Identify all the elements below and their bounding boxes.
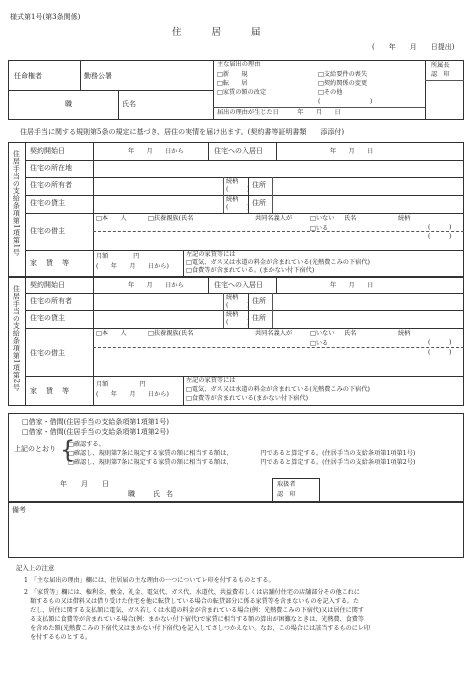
s1-rent-from[interactable]: ( 年 月 日から) — [96, 263, 169, 270]
reason-new[interactable]: □新 規 — [217, 71, 248, 78]
s2-tenant-label: 住宅の借主 — [30, 349, 65, 357]
s1-co-tenant: 共同名義人が — [255, 215, 293, 222]
reason-title: 主な届出の理由 — [217, 61, 261, 68]
section1-side-label: 住居手当の支給条項第1項第1号 — [12, 150, 21, 256]
note-2: 2 「家賃等」欄には、権利金、敷金、礼金、電気代、ガス代、水道代、共益費若しくは店舗付住宅の店舗部分その他これに 類するもの又は借料又は借り受けた住宅を他に転貸している場合の転貸部分に係る家賃等を含まないものを記入する。た だし、居住に関する支払額に電気、ガス若しくは水道の料金が含まれている場合(例：光熱費こみの下宿代)又は居住に関す る支払額に食費等が含まれている場合(例：まかない付下宿代)で家賃に相当する額の算出が困難なときは、光熱費、食費等 を含めた額(光熱費こみの下宿代又はまかない付下宿代)を記入してさしつかえない。なお、この場合には該当するものにレ印 を付するものとする。 — [24, 589, 371, 641]
s2-lender-address: 住所 — [252, 314, 266, 322]
brace-icon: { — [60, 436, 76, 464]
remarks-label: 備考 — [12, 506, 26, 514]
s1-lender-paren[interactable]: ( ) — [226, 204, 250, 211]
handler-seal-label: 認 印 — [277, 491, 296, 498]
s2-move-in-label: 住宅への入居日 — [214, 281, 263, 289]
s2-lender-relation: 続柄 — [226, 311, 239, 318]
s2-rent-label: 家賃等 — [30, 387, 78, 395]
s2-rent-monthly[interactable]: 月額 円 — [96, 381, 146, 388]
s2-owner-address: 住所 — [252, 297, 266, 305]
s1-move-in-label: 住宅への入居日 — [214, 147, 263, 155]
s2-lender-label: 住宅の貸主 — [30, 314, 65, 322]
reason-other[interactable]: □その他 — [318, 89, 343, 96]
reason-move[interactable]: □転 居 — [217, 80, 248, 87]
confirm-calc-1[interactable]: □確認し、規則第7条に規定する家賃の額に相当する額は、 円であると算定する。(住居手当の支給条項第1項第1号) — [68, 450, 416, 457]
reason-date[interactable]: 届出の理由が生じた日 年 月 日 — [217, 109, 341, 116]
s2-co-name: 氏名 — [344, 330, 357, 337]
s1-contract-start-date[interactable]: 年 月 日から — [128, 148, 184, 155]
lease-type-1[interactable]: □借家・借間(住居手当の支給条項第1項第1号) — [22, 418, 169, 426]
s2-contract-start-label: 契約開始日 — [30, 281, 65, 289]
s2-co-paren2[interactable]: ( ) — [428, 349, 452, 356]
s1-tenant-dependent[interactable]: □扶養親族(氏名 — [148, 215, 194, 222]
position-label: 職 — [65, 100, 72, 108]
s2-co-none[interactable]: □いない — [310, 330, 335, 337]
confirm-name: 氏名 — [153, 490, 179, 498]
name-label: 氏名 — [122, 100, 136, 108]
reason-other-paren[interactable]: ( ) — [318, 98, 373, 105]
handler-label: 取扱者 — [277, 481, 296, 488]
s2-tenant-dependent[interactable]: □扶養親族(氏名 — [148, 330, 194, 337]
s1-co-relation: 続柄 — [398, 215, 411, 222]
s1-co-none[interactable]: □いない — [310, 215, 335, 222]
note-1: 1 「主な届出の理由」欄には、住居届の主な理由の一つについてレ印を付するものとする。 — [24, 577, 275, 584]
s2-meal-check[interactable]: □食費等が含まれている(まかない付下宿代) — [186, 395, 309, 402]
s1-co-paren2[interactable]: ( ) — [428, 233, 452, 240]
reason-contract-change[interactable]: □契約関係の変更 — [318, 80, 368, 87]
s2-owner-label: 住宅の所有者 — [30, 297, 72, 305]
dept-seal-label: 認 印 — [431, 71, 450, 78]
s2-co-tenant: 共同名義人が — [255, 330, 293, 337]
confirmation-box — [8, 413, 464, 502]
s1-co-paren1[interactable]: ( ) — [428, 224, 452, 231]
notes-title: 記入上の注意 — [16, 564, 55, 572]
appointer-label: 任命権者 — [14, 72, 42, 80]
lease-type-2[interactable]: □借家・借間(住居手当の支給条項第1項第2号) — [22, 428, 169, 436]
s2-util-check[interactable]: □電気、ガス又は水道の料金が含まれている(光熱費こみの下宿代) — [186, 386, 370, 393]
form-title: 住居届 — [172, 27, 291, 38]
s2-co-paren1[interactable]: ( ) — [428, 339, 452, 346]
s1-owner-paren[interactable]: ( ) — [226, 186, 250, 193]
workplace-label: 勤務公署 — [84, 72, 112, 80]
s1-rent-label: 家賃等 — [30, 259, 78, 267]
s2-co-exists[interactable]: □いる — [310, 340, 329, 347]
above-as-stated: 上記のとおり — [14, 445, 56, 453]
s1-meal-check[interactable]: □食費等が含まれている。(まかない付下宿代) — [186, 267, 315, 274]
dept-head-label: 所属長 — [431, 62, 450, 69]
s2-tenant-self[interactable]: □本 人 — [96, 330, 127, 337]
s1-co-exists[interactable]: □いる — [310, 225, 329, 232]
s2-rent-from[interactable]: ( 年 月 日から) — [96, 391, 169, 398]
s1-move-in-date[interactable]: 年 月 日 — [330, 148, 374, 155]
s1-location-label: 住宅の所在地 — [30, 164, 72, 172]
s1-owner-label: 住宅の所有者 — [30, 181, 72, 189]
reason-loss[interactable]: □支給要件の喪失 — [318, 71, 368, 78]
s2-lender-paren[interactable]: ( ) — [226, 319, 250, 326]
section2-side-label: 住居手当の支給条項第1項第2号 — [12, 285, 21, 391]
confirm-calc-2[interactable]: □確認し、規則第7条に規定する家賃の額に相当する額は、 円であると算定する。(住居手当の支給条項第1項第2号) — [68, 459, 416, 466]
s2-rent-include: 左記の家賃等には — [186, 377, 236, 384]
submission-date[interactable]: ( 年 月 日提出) — [372, 43, 455, 51]
confirm-position: 職 — [128, 490, 135, 498]
s1-tenant-self[interactable]: □本 人 — [96, 215, 127, 222]
confirm-option[interactable]: □確認する。 — [68, 441, 105, 448]
s2-co-relation: 続柄 — [398, 330, 411, 337]
s1-lender-address: 住所 — [252, 199, 266, 207]
s1-co-name: 氏名 — [344, 215, 357, 222]
s1-owner-relation: 続柄 — [226, 178, 239, 185]
s1-lender-relation: 続柄 — [226, 196, 239, 203]
s2-move-in-date[interactable]: 年 月 日 — [330, 282, 374, 289]
s1-rent-monthly[interactable]: 月額 円 — [96, 253, 140, 260]
s1-owner-address: 住所 — [252, 181, 266, 189]
remarks-box[interactable] — [8, 502, 464, 558]
confirm-date[interactable]: 年 月 日 — [60, 480, 109, 488]
reason-rent-revision[interactable]: □家賃の額の改定 — [217, 89, 267, 96]
s1-tenant-label: 住宅の借主 — [30, 227, 65, 235]
s1-contract-start-label: 契約開始日 — [30, 147, 65, 155]
s1-lender-label: 住宅の貸主 — [30, 199, 65, 207]
s1-util-check[interactable]: □電気、ガス又は水道の料金が含まれている(光熱費こみの下宿代) — [186, 259, 370, 266]
s2-owner-paren[interactable]: ( ) — [226, 302, 250, 309]
s1-rent-include: 左記の家賃等には — [186, 251, 236, 258]
intro-statement: 住居手当に関する規則第5条の規定に基づき、居住の実情を届け出ます。(契約書等証明書類 添添付) — [20, 128, 345, 136]
form-number: 様式第1号(第3条関係) — [10, 13, 81, 21]
s2-owner-relation: 続柄 — [226, 294, 239, 301]
s2-contract-start-date[interactable]: 年 月 日から — [128, 282, 184, 289]
